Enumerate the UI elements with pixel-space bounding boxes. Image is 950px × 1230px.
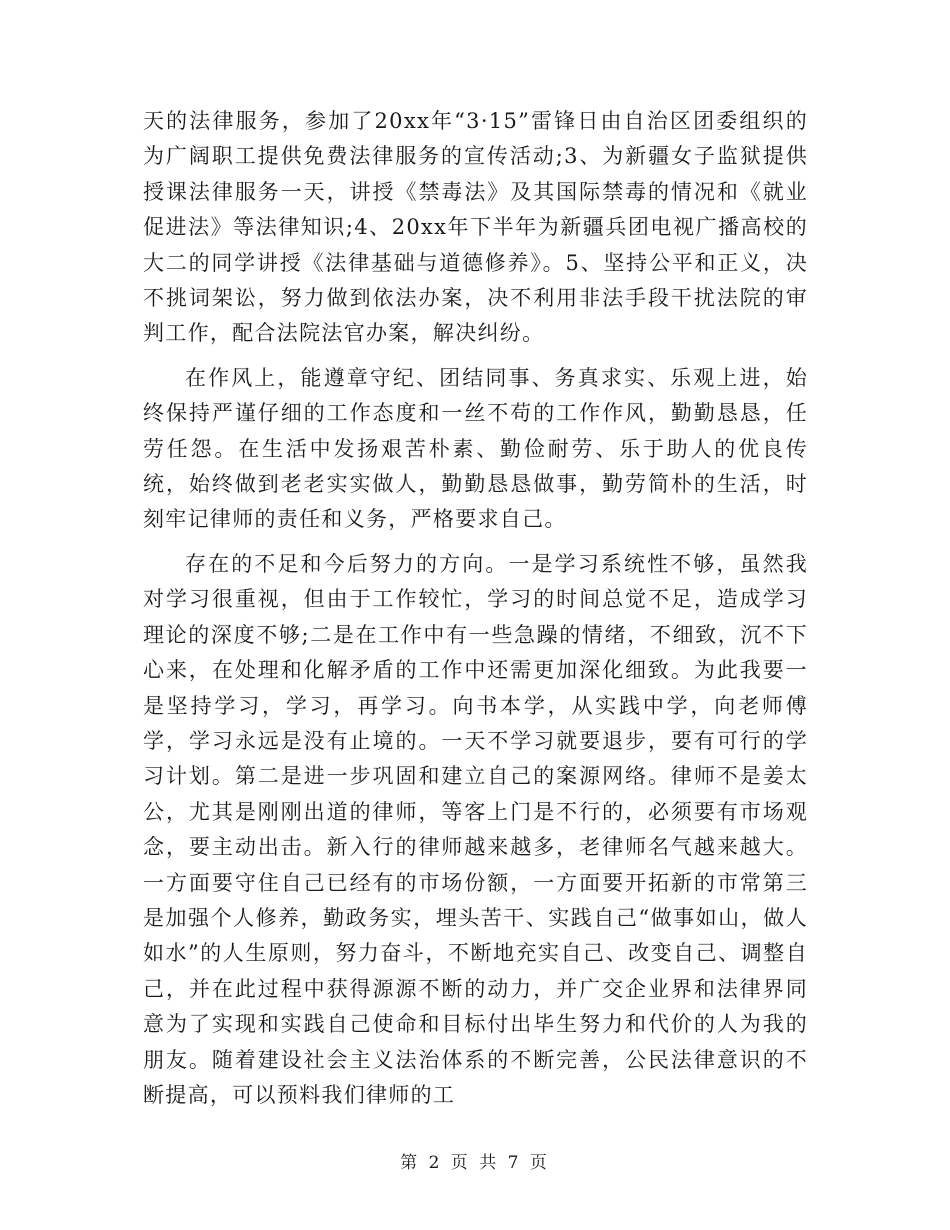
paragraph-2: 在作风上，能遵章守纪、团结同事、务真求实、乐观上进，始终保持严谨仔细的工作态度和一丝不苟的工作作风，勤勤恳恳，任劳任怨。在生活中发扬艰苦朴素、勤俭耐劳、乐于助人的优良传统，始终做到老老实实做人，勤勤恳恳做事，勤劳简朴的生活，时刻牢记律师的责任和义务，严格要求自己。	[143, 365, 808, 532]
paragraph-3: 存在的不足和今后努力的方向。一是学习系统性不够，虽然我对学习很重视，但由于工作较忙，学习的时间总觉不足，造成学习理论的深度不够;二是在工作中有一些急躁的情绪，不细致，沉不下心来，在处理和化解矛盾的工作中还需更加深化细致。为此我要一是坚持学习，学习，再学习。向书本学，从实践中学，向老师傅学，学习永远是没有止境的。一天不学习就要退步，要有可行的学习计划。第二是进一步巩固和建立自己的案源网络。律师不是姜太公，尤其是刚刚出道的律师，等客上门是不行的，必须要有市场观念，要主动出击。新入行的律师越来越多，老律师名气越来越大。一方面要守住自己已经有的市场份额，一方面要开拓新的市常第三是加强个人修养，勤政务实，埋头苦干、实践自己“做事如山，做人如水”的人生原则，努力奋斗，不断地充实自己、改变自己、调整自己，并在此过程中获得源源不断的动力，并广交企业界和法律界同意为了实现和实践自己使命和目标付出毕生努力和代价的人为我的朋友。随着建设社会主义法治体系的不断完善，公民法律意识的不断提高，可以预料我们律师的工	[143, 551, 808, 1107]
page-number-footer: 第 2 页 共 7 页	[400, 1153, 550, 1173]
document-body	[143, 104, 808, 1122]
paragraph-1: 天的法律服务，参加了20xx年“3·15”雷锋日由自治区团委组织的为广阔职工提供免费法律服务的宣传活动;3、为新疆女子监狱提供授课法律服务一天，讲授《禁毒法》及其国际禁毒的情况和《就业促进法》等法律知识;4、20xx年下半年为新疆兵团电视广播高校的大二的同学讲授《法律基础与道德修养》。5、坚持公平和正义，决不挑词架讼，努力做到依法办案，决不利用非法手段干扰法院的审判工作，配合法院法官办案，解决纠纷。	[143, 109, 808, 346]
